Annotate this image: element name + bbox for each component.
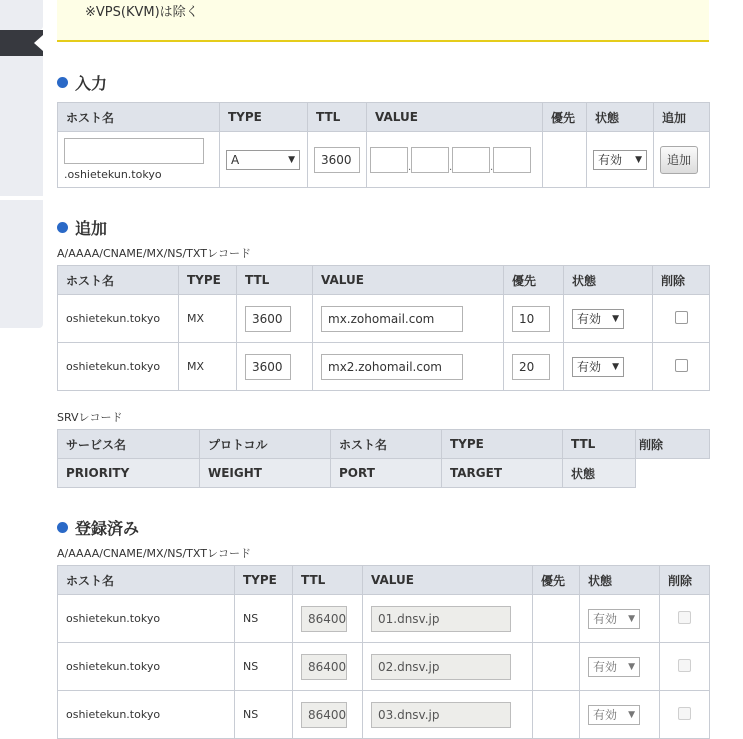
col-delete: 削除 [653, 266, 710, 295]
host-cell: oshietekun.tokyo [58, 643, 235, 691]
delete-checkbox[interactable] [675, 359, 688, 372]
col-priority: 優先 [543, 103, 587, 132]
ttl-input[interactable]: 3600 [245, 354, 291, 380]
value-field: 01.dnsv.jp [371, 606, 511, 632]
input-row: .oshietekun.tokyo A ▼ 3600 . . . 有効 ▼ 追加 [58, 132, 710, 188]
col-status: 状態 [564, 266, 653, 295]
table-row [58, 595, 710, 643]
table-header-row [58, 566, 710, 595]
input-heading-text: 入力 [75, 74, 108, 93]
type-cell: NS [235, 643, 293, 691]
add-button[interactable]: 追加 [660, 146, 698, 174]
col-delete: 削除 [660, 566, 710, 595]
type-cell: MX [179, 295, 237, 343]
chevron-down-icon: ▼ [628, 613, 635, 624]
chevron-down-icon: ▼ [612, 313, 619, 324]
registered-heading-text: 登録済み [75, 519, 140, 538]
status-select[interactable]: 有効 ▼ [572, 309, 624, 329]
host-name-input[interactable] [64, 138, 204, 164]
sidebar-active-item[interactable] [0, 30, 43, 56]
ttl-input[interactable]: 3600 [245, 306, 291, 332]
notice-text: ※VPS(KVM)は除く [85, 5, 199, 20]
value-input[interactable]: mx.zohomail.com [321, 306, 463, 332]
value-input[interactable]: mx2.zohomail.com [321, 354, 463, 380]
col-type: TYPE [442, 430, 563, 459]
srv-header-row-1 [58, 430, 710, 459]
col-type: TYPE [235, 566, 293, 595]
col-ttl: TTL [308, 103, 367, 132]
ttl-field: 86400 [301, 702, 347, 728]
ip-octet-3[interactable] [452, 147, 490, 173]
input-heading [57, 71, 107, 94]
bullet-icon [57, 222, 68, 233]
sidebar-top [0, 0, 43, 30]
bullet-icon [57, 522, 68, 533]
col-ttl: TTL [563, 430, 636, 459]
col-status: 状態 [580, 566, 660, 595]
col-host: ホスト名 [58, 103, 220, 132]
ttl-input[interactable]: 3600 [314, 147, 360, 173]
table-row [58, 643, 710, 691]
value-field: 03.dnsv.jp [371, 702, 511, 728]
delete-checkbox [678, 707, 691, 720]
host-cell: oshietekun.tokyo [58, 595, 235, 643]
chevron-down-icon: ▼ [288, 154, 295, 165]
col-weight: WEIGHT [200, 459, 331, 488]
ip-octet-2[interactable] [411, 147, 449, 173]
col-priority: 優先 [504, 266, 564, 295]
col-value: VALUE [363, 566, 533, 595]
col-type: TYPE [220, 103, 308, 132]
ip-octet-1[interactable] [370, 147, 408, 173]
bullet-icon [57, 77, 68, 88]
domain-suffix: .oshietekun.tokyo [64, 168, 162, 181]
col-host: ホスト名 [58, 266, 179, 295]
priority-cell [533, 691, 580, 739]
col-status: 状態 [587, 103, 654, 132]
type-cell: NS [235, 691, 293, 739]
delete-checkbox [678, 611, 691, 624]
srv-table [57, 429, 710, 488]
active-indicator [34, 35, 43, 51]
status-select: 有効 ▼ [588, 609, 640, 629]
col-target: TARGET [442, 459, 563, 488]
srv-header-row-2 [58, 459, 710, 488]
col-host: ホスト名 [331, 430, 442, 459]
host-cell: oshietekun.tokyo [58, 295, 179, 343]
chevron-down-icon: ▼ [635, 154, 642, 165]
status-select: 有効 ▼ [588, 705, 640, 725]
add-table [57, 265, 710, 391]
status-select: 有効 ▼ [588, 657, 640, 677]
col-add: 追加 [654, 103, 710, 132]
ttl-field: 86400 [301, 654, 347, 680]
col-status: 状態 [563, 459, 636, 488]
add-heading-text: 追加 [75, 219, 108, 238]
sidebar-item[interactable] [0, 200, 43, 328]
col-ttl: TTL [293, 566, 363, 595]
input-table [57, 102, 710, 188]
type-select[interactable]: A ▼ [226, 150, 300, 170]
chevron-down-icon: ▼ [612, 361, 619, 372]
priority-cell [533, 643, 580, 691]
registered-record-type-label: A/AAAA/CNAME/MX/NS/TXTレコード [57, 547, 251, 560]
col-value: VALUE [313, 266, 504, 295]
status-select[interactable]: 有効 ▼ [572, 357, 624, 377]
priority-input[interactable]: 20 [512, 354, 550, 380]
table-header-row [58, 266, 710, 295]
col-priority: PRIORITY [58, 459, 200, 488]
host-cell: oshietekun.tokyo [58, 343, 179, 391]
type-cell: NS [235, 595, 293, 643]
notice-box [57, 0, 709, 42]
add-record-type-label: A/AAAA/CNAME/MX/NS/TXTレコード [57, 247, 251, 260]
col-priority: 優先 [533, 566, 580, 595]
status-select[interactable]: 有効 ▼ [593, 150, 647, 170]
col-protocol: プロトコル [200, 430, 331, 459]
delete-checkbox[interactable] [675, 311, 688, 324]
col-ttl: TTL [237, 266, 313, 295]
ttl-field: 86400 [301, 606, 347, 632]
col-delete: 削除 [636, 430, 710, 459]
priority-input[interactable]: 10 [512, 306, 550, 332]
priority-cell [533, 595, 580, 643]
col-port: PORT [331, 459, 442, 488]
delete-checkbox [678, 659, 691, 672]
table-row [58, 295, 710, 343]
priority-cell [543, 132, 587, 188]
sidebar-item[interactable] [0, 56, 43, 196]
registered-table [57, 565, 710, 739]
col-service: サービス名 [58, 430, 200, 459]
value-field: 02.dnsv.jp [371, 654, 511, 680]
ip-octet-4[interactable] [493, 147, 531, 173]
col-value: VALUE [367, 103, 543, 132]
type-cell: MX [179, 343, 237, 391]
col-host: ホスト名 [58, 566, 235, 595]
table-header-row [58, 103, 710, 132]
host-cell: oshietekun.tokyo [58, 691, 235, 739]
table-row [58, 691, 710, 739]
srv-label: SRVレコード [57, 411, 123, 424]
registered-heading [57, 516, 139, 539]
chevron-down-icon: ▼ [628, 709, 635, 720]
chevron-down-icon: ▼ [628, 661, 635, 672]
col-type: TYPE [179, 266, 237, 295]
table-row [58, 343, 710, 391]
add-heading [57, 216, 107, 239]
